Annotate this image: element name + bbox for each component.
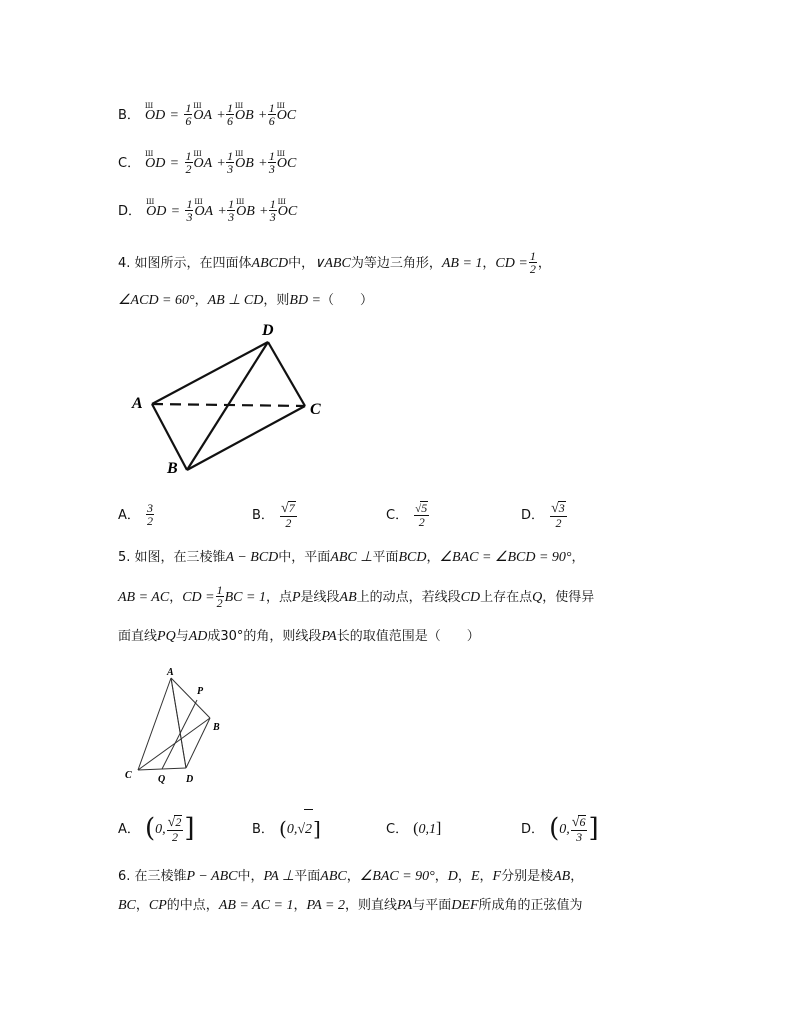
vector-od: Ш OD — [146, 197, 167, 219]
vector-oa: Ш OA — [193, 101, 213, 123]
q4-option-c[interactable]: C． $\frac{√5}{2}$ — [386, 501, 428, 529]
q4-tetrahedron-figure — [125, 318, 335, 478]
fraction: $\frac{√7}{2}$ — [281, 500, 295, 530]
coef-3: $\frac{1}{3}$ — [269, 197, 276, 224]
fraction: $\frac{3}{2}$ — [147, 501, 153, 528]
coef-2: $\frac{1}{3}$ — [228, 197, 235, 224]
coef-2: $\frac{1}{3}$ — [227, 149, 234, 176]
vector-ob: Ш OB — [235, 101, 254, 123]
fraction: $\frac{1}{2}$ — [529, 249, 536, 276]
q3-option-d[interactable]: D． Ш OD = $\frac{1}{3}$ Ш OA + $\frac{1}{3}$ Ш OB + $\frac{1}{3}$ Ш OC — [118, 197, 298, 224]
q5-option-d[interactable]: D． (0, $\frac{√6}{3}$ ] — [521, 813, 599, 844]
point-q-label: Q — [158, 774, 166, 785]
fraction: $\frac{√5}{2}$ — [415, 501, 428, 529]
q6-stem-line-1: 6. 在三棱锥P − ABC中，PA ⊥平面ABC，∠BAC = 90°，D，E，F分别是棱AB， — [118, 869, 584, 884]
vector-oc: Ш OC — [276, 149, 297, 171]
vector-oa: Ш OA — [193, 149, 213, 171]
vertex-b-label: B — [167, 460, 178, 477]
vector-oc: Ш OC — [276, 101, 297, 123]
q5-option-a[interactable]: A． (0, $\frac{√2}{2}$ ] — [118, 813, 195, 844]
vertex-b-label: B — [213, 722, 220, 733]
vertex-c-label: C — [125, 770, 132, 781]
q4-option-d[interactable]: D． $\frac{√3}{2}$ — [521, 500, 565, 530]
option-label: D． — [118, 204, 142, 219]
edge-dc — [268, 342, 305, 406]
coef-1: $\frac{1}{3}$ — [186, 197, 193, 224]
fraction: $\frac{1}{2}$ — [216, 583, 223, 610]
vector-ob: Ш OB — [236, 197, 255, 219]
q4-option-a[interactable]: A． $\frac{3}{2}$ — [118, 501, 153, 528]
vector-ob: Ш OB — [235, 149, 254, 171]
q4-stem-line-1: 4. 如图所示，在四面体ABCD中，∨ABC为等边三角形，AB = 1，CD = $\frac{1}{2}$ ， — [118, 249, 551, 276]
vertex-c-label: C — [310, 401, 321, 418]
q4-stem-line-2: ∠ACD = 60°，AB ⊥ CD，则BD =（ ） — [118, 293, 374, 308]
coef-3: $\frac{1}{3}$ — [268, 149, 275, 176]
fraction: $\frac{√3}{2}$ — [551, 500, 565, 530]
fraction: $\frac{√2}{2}$ — [167, 814, 182, 844]
q4-option-b[interactable]: B． $\frac{√7}{2}$ — [252, 500, 295, 530]
coef-1: $\frac{1}{6}$ — [185, 101, 192, 128]
fraction: $\frac{√6}{3}$ — [571, 814, 586, 844]
option-label: C． — [118, 156, 141, 171]
q5-pyramid-figure — [118, 660, 228, 790]
q5-option-c[interactable]: C． (0,1] — [386, 820, 442, 837]
q5-option-b[interactable]: B． (0,√2] — [252, 808, 321, 848]
coef-3: $\frac{1}{6}$ — [268, 101, 275, 128]
option-label: B． — [118, 108, 140, 123]
vector-od: Ш OD — [145, 101, 166, 123]
edge-ac-hidden — [152, 404, 305, 406]
vector-oc: Ш OC — [277, 197, 298, 219]
edge-bc — [187, 406, 305, 470]
edge-ad — [152, 342, 268, 404]
coef-1: $\frac{1}{2}$ — [185, 149, 192, 176]
vector-oa: Ш OA — [194, 197, 214, 219]
q6-stem-line-2: BC，CP的中点，AB = AC = 1，PA = 2，则直线PA与平面DEF所成角的正弦值为 — [118, 898, 583, 913]
vertex-a-label: A — [167, 667, 174, 678]
coef-2: $\frac{1}{6}$ — [227, 101, 234, 128]
vertex-d-label: D — [262, 322, 274, 339]
point-p-label: P — [197, 686, 204, 697]
q5-stem-line-2: AB = AC，CD = $\frac{1}{2}$ BC = 1，点P是线段AB上的动点，若线段CD上存在点Q，使得异 — [118, 583, 595, 610]
vector-od: Ш OD — [145, 149, 166, 171]
q5-stem-line-3: 面直线PQ与AD成30°的角，则线段PA长的取值范围是（ ） — [118, 629, 480, 644]
q5-stem-line-1: 5. 如图，在三棱锥A − BCD中，平面ABC ⊥平面BCD，∠BAC = ∠BCD = 90°， — [118, 550, 585, 565]
q3-option-c[interactable]: C． Ш OD = $\frac{1}{2}$ Ш OA + $\frac{1}{3}$ Ш OB + $\frac{1}{3}$ Ш OC — [118, 149, 297, 176]
vertex-a-label: A — [132, 395, 143, 412]
vertex-d-label: D — [186, 774, 194, 785]
q3-option-b[interactable]: B． Ш OD = $\frac{1}{6}$ Ш OA + $\frac{1}{6}$ Ш OB + $\frac{1}{6}$ Ш OC — [118, 101, 297, 128]
